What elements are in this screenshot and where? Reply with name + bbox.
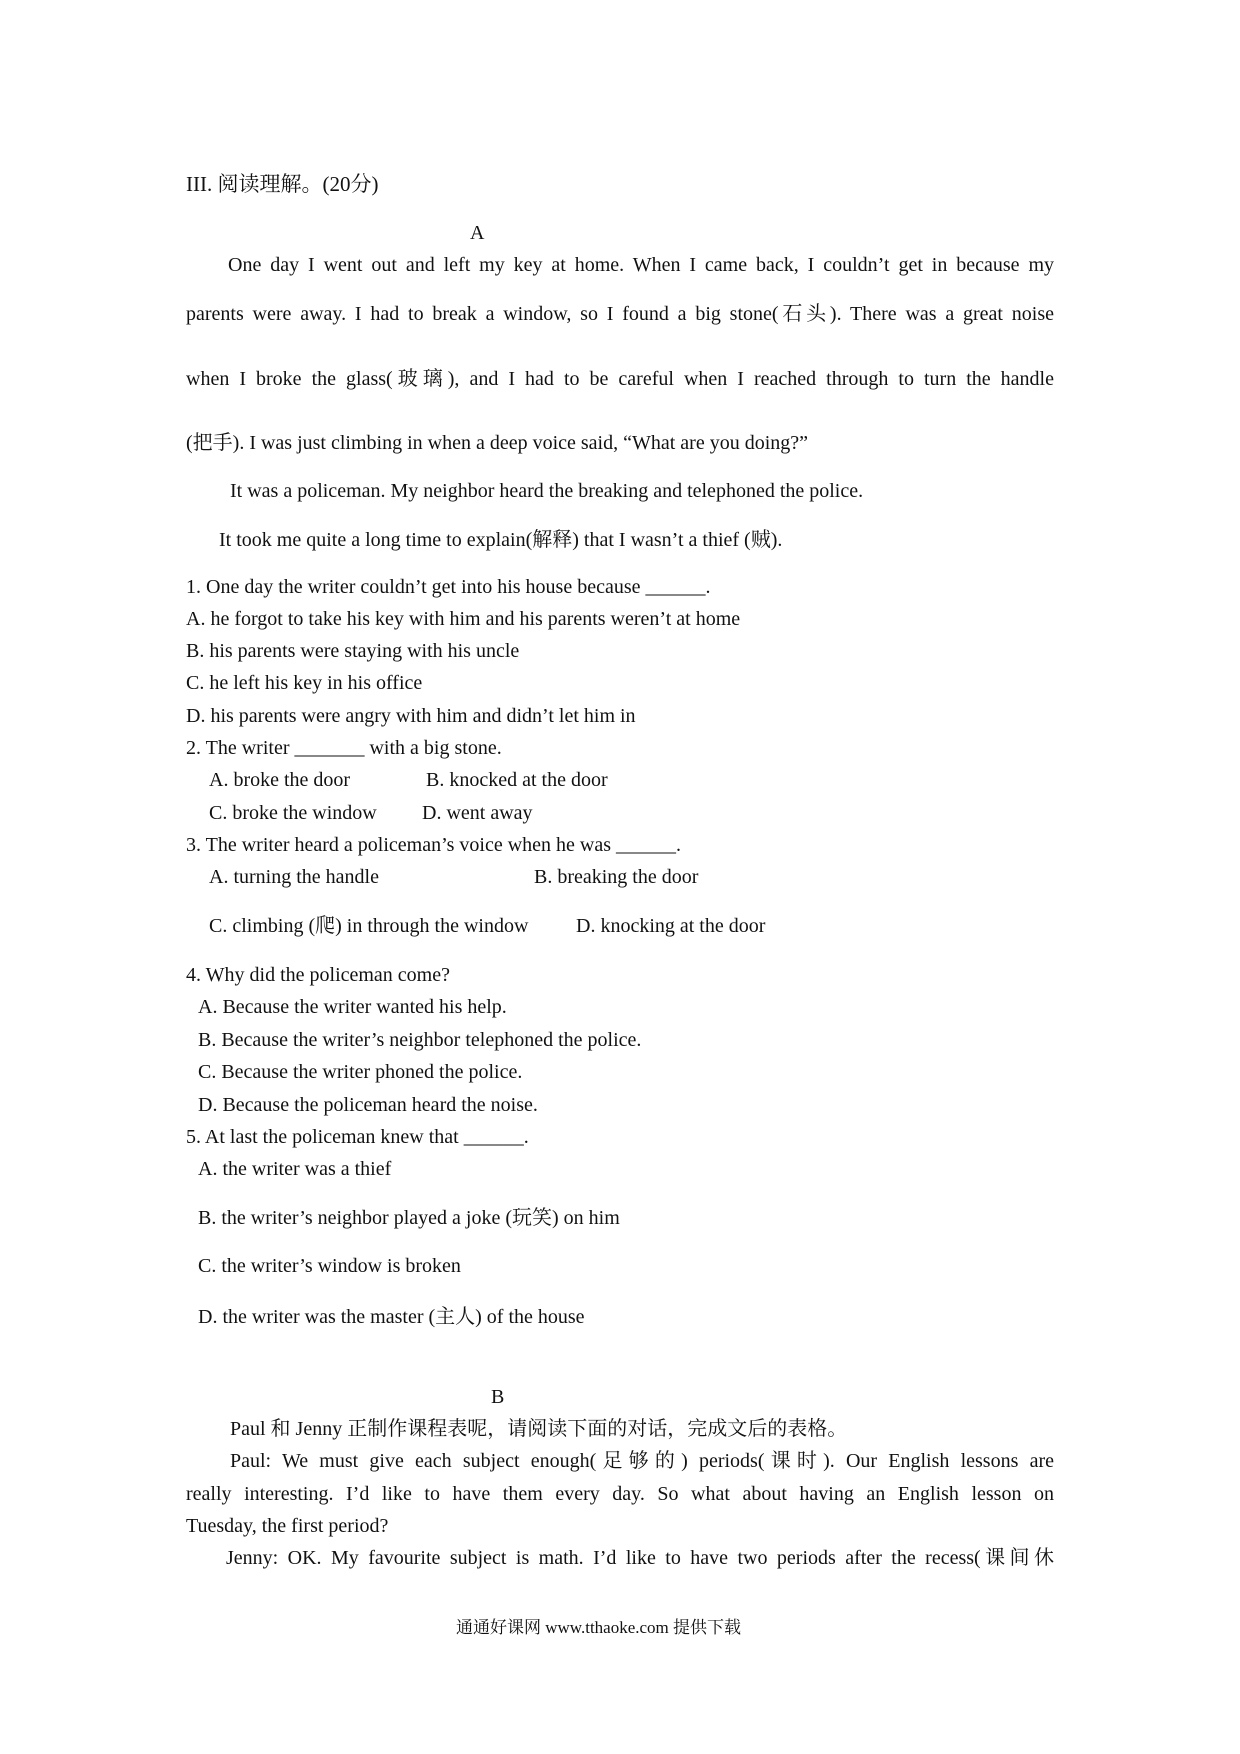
dialogue-line: Paul: We must give each subject enough(足够的) periods(课时). Our English lessons are	[230, 1450, 1054, 1472]
question-1-option-c: C. he left his key in his office	[186, 672, 423, 694]
dialogue-line: really interesting. I’d like to have them every day. So what about having an English lesson on	[186, 1483, 1054, 1505]
question-5-option-c: C. the writer’s window is broken	[198, 1255, 461, 1277]
question-2-option-b: B. knocked at the door	[426, 769, 608, 791]
question-4-option-a: A. Because the writer wanted his help.	[198, 996, 507, 1018]
passage-line: One day I went out and left my key at home. When I came back, I couldn’t get in because my	[228, 254, 1054, 276]
question-1-stem: 1. One day the writer couldn’t get into his house because ______.	[186, 576, 711, 598]
question-4-stem: 4. Why did the policeman come?	[186, 964, 450, 986]
question-5-option-a: A. the writer was a thief	[198, 1158, 392, 1180]
question-5-stem: 5. At last the policeman knew that ______.	[186, 1126, 529, 1148]
passage-line: (把手). I was just climbing in when a deep voice said, “What are you doing?”	[186, 432, 809, 454]
question-3-option-b: B. breaking the door	[534, 866, 699, 888]
dialogue-line: Jenny: OK. My favourite subject is math. I’d like to have two periods after the recess(课间休	[226, 1547, 1054, 1569]
question-5-option-d: D. the writer was the master (主人) of the house	[198, 1306, 585, 1328]
section-heading: III. 阅读理解。(20分)	[186, 172, 379, 196]
question-4-option-b: B. Because the writer’s neighbor telephoned the police.	[198, 1029, 642, 1051]
passage-line: when I broke the glass(玻璃), and I had to be careful when I reached through to turn the handle	[186, 368, 1054, 390]
question-2-option-a: A. broke the door	[209, 769, 351, 791]
question-4-option-c: C. Because the writer phoned the police.	[198, 1061, 523, 1083]
footer-text: 通通好课网 www.tthaoke.com 提供下载	[456, 1618, 742, 1637]
part-b-label: B	[491, 1386, 505, 1408]
question-3-option-a: A. turning the handle	[209, 866, 379, 888]
dialogue-line: Tuesday, the first period?	[186, 1515, 389, 1537]
question-4-option-d: D. Because the policeman heard the noise.	[198, 1094, 538, 1116]
question-1-option-b: B. his parents were staying with his uncle	[186, 640, 520, 662]
passage-line: parents were away. I had to break a window, so I found a big stone(石头). There was a great noise	[186, 303, 1054, 325]
question-3-option-c: C. climbing (爬) in through the window	[209, 915, 529, 937]
question-2-stem: 2. The writer _______ with a big stone.	[186, 737, 502, 759]
passage-line: It was a policeman. My neighbor heard the breaking and telephoned the police.	[230, 480, 864, 502]
question-3-stem: 3. The writer heard a policeman’s voice when he was ______.	[186, 834, 682, 856]
part-b-intro: Paul 和 Jenny 正制作课程表呢，请阅读下面的对话，完成文后的表格。	[230, 1418, 848, 1440]
question-1-option-a: A. he forgot to take his key with him and his parents weren’t at home	[186, 608, 741, 630]
question-2-option-c: C. broke the window	[209, 802, 377, 824]
question-1-option-d: D. his parents were angry with him and didn’t let him in	[186, 705, 636, 727]
question-2-option-d: D. went away	[422, 802, 533, 824]
question-3-option-d: D. knocking at the door	[576, 915, 766, 937]
question-5-option-b: B. the writer’s neighbor played a joke (玩笑) on him	[198, 1207, 620, 1229]
part-a-label: A	[470, 222, 485, 244]
passage-line: It took me quite a long time to explain(解释) that I wasn’t a thief (贼).	[219, 529, 783, 551]
